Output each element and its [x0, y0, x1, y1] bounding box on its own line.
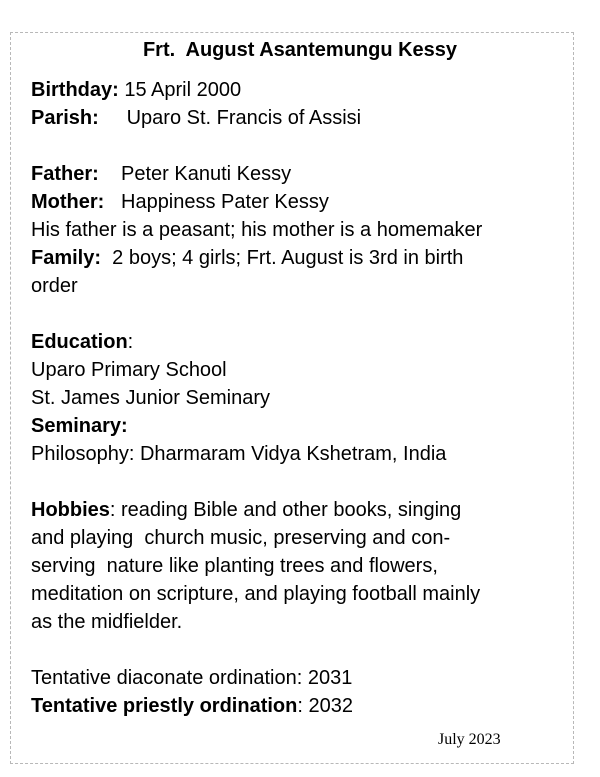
hobbies-row — [31, 496, 571, 524]
education-item: Uparo Primary School — [31, 359, 227, 381]
mother-row — [31, 188, 571, 216]
spacer — [31, 468, 571, 496]
hobbies-line: : reading Bible and other books, singing — [109, 499, 462, 521]
education-colon: : — [127, 331, 134, 353]
hobbies-line: serving nature like planting trees and flowers, — [31, 555, 438, 577]
priestly-row — [31, 692, 571, 720]
profile-content — [31, 76, 571, 720]
mother-value: Happiness Pater Kessy — [104, 191, 329, 213]
birthday-value: 15 April 2000 — [118, 79, 242, 101]
father-row — [31, 160, 571, 188]
hobbies-line: and playing church music, preserving and con- — [31, 527, 451, 549]
family-value: 2 boys; 4 girls; Frt. August is 3rd in birth — [101, 247, 464, 269]
family-continued: order — [31, 275, 78, 297]
parish-label: Parish: — [31, 107, 99, 129]
hobbies-line: meditation on scripture, and playing football mainly — [31, 583, 481, 605]
profile-title: Frt. August Asantemungu Kessy — [142, 39, 458, 61]
parents-note: His father is a peasant; his mother is a homemaker — [31, 219, 483, 241]
seminary-value: Philosophy: Dharmaram Vidya Kshetram, India — [31, 443, 447, 465]
parish-row — [31, 104, 571, 132]
diaconate-row: Tentative diaconate ordination: 2031 — [31, 667, 353, 689]
family-row — [31, 244, 571, 272]
family-label: Family: — [31, 247, 102, 269]
priestly-label: Tentative priestly ordination — [31, 695, 298, 717]
birthday-label: Birthday: — [31, 79, 119, 101]
education-label: Education — [31, 331, 128, 353]
priestly-value: : 2032 — [297, 695, 353, 717]
hobbies-line: as the midfielder. — [31, 611, 183, 633]
parish-value: Uparo St. Francis of Assisi — [98, 107, 362, 129]
spacer — [31, 636, 571, 664]
father-value: Peter Kanuti Kessy — [98, 163, 292, 185]
hobbies-label: Hobbies — [31, 499, 110, 521]
education-heading — [31, 328, 571, 356]
seminary-label: Seminary: — [31, 415, 128, 437]
education-item: St. James Junior Seminary — [31, 387, 270, 409]
father-label: Father: — [31, 163, 99, 185]
spacer — [31, 132, 571, 160]
mother-label: Mother: — [31, 191, 105, 213]
document-date: July 2023 — [438, 731, 501, 748]
spacer — [31, 300, 571, 328]
birthday-row — [31, 76, 571, 104]
